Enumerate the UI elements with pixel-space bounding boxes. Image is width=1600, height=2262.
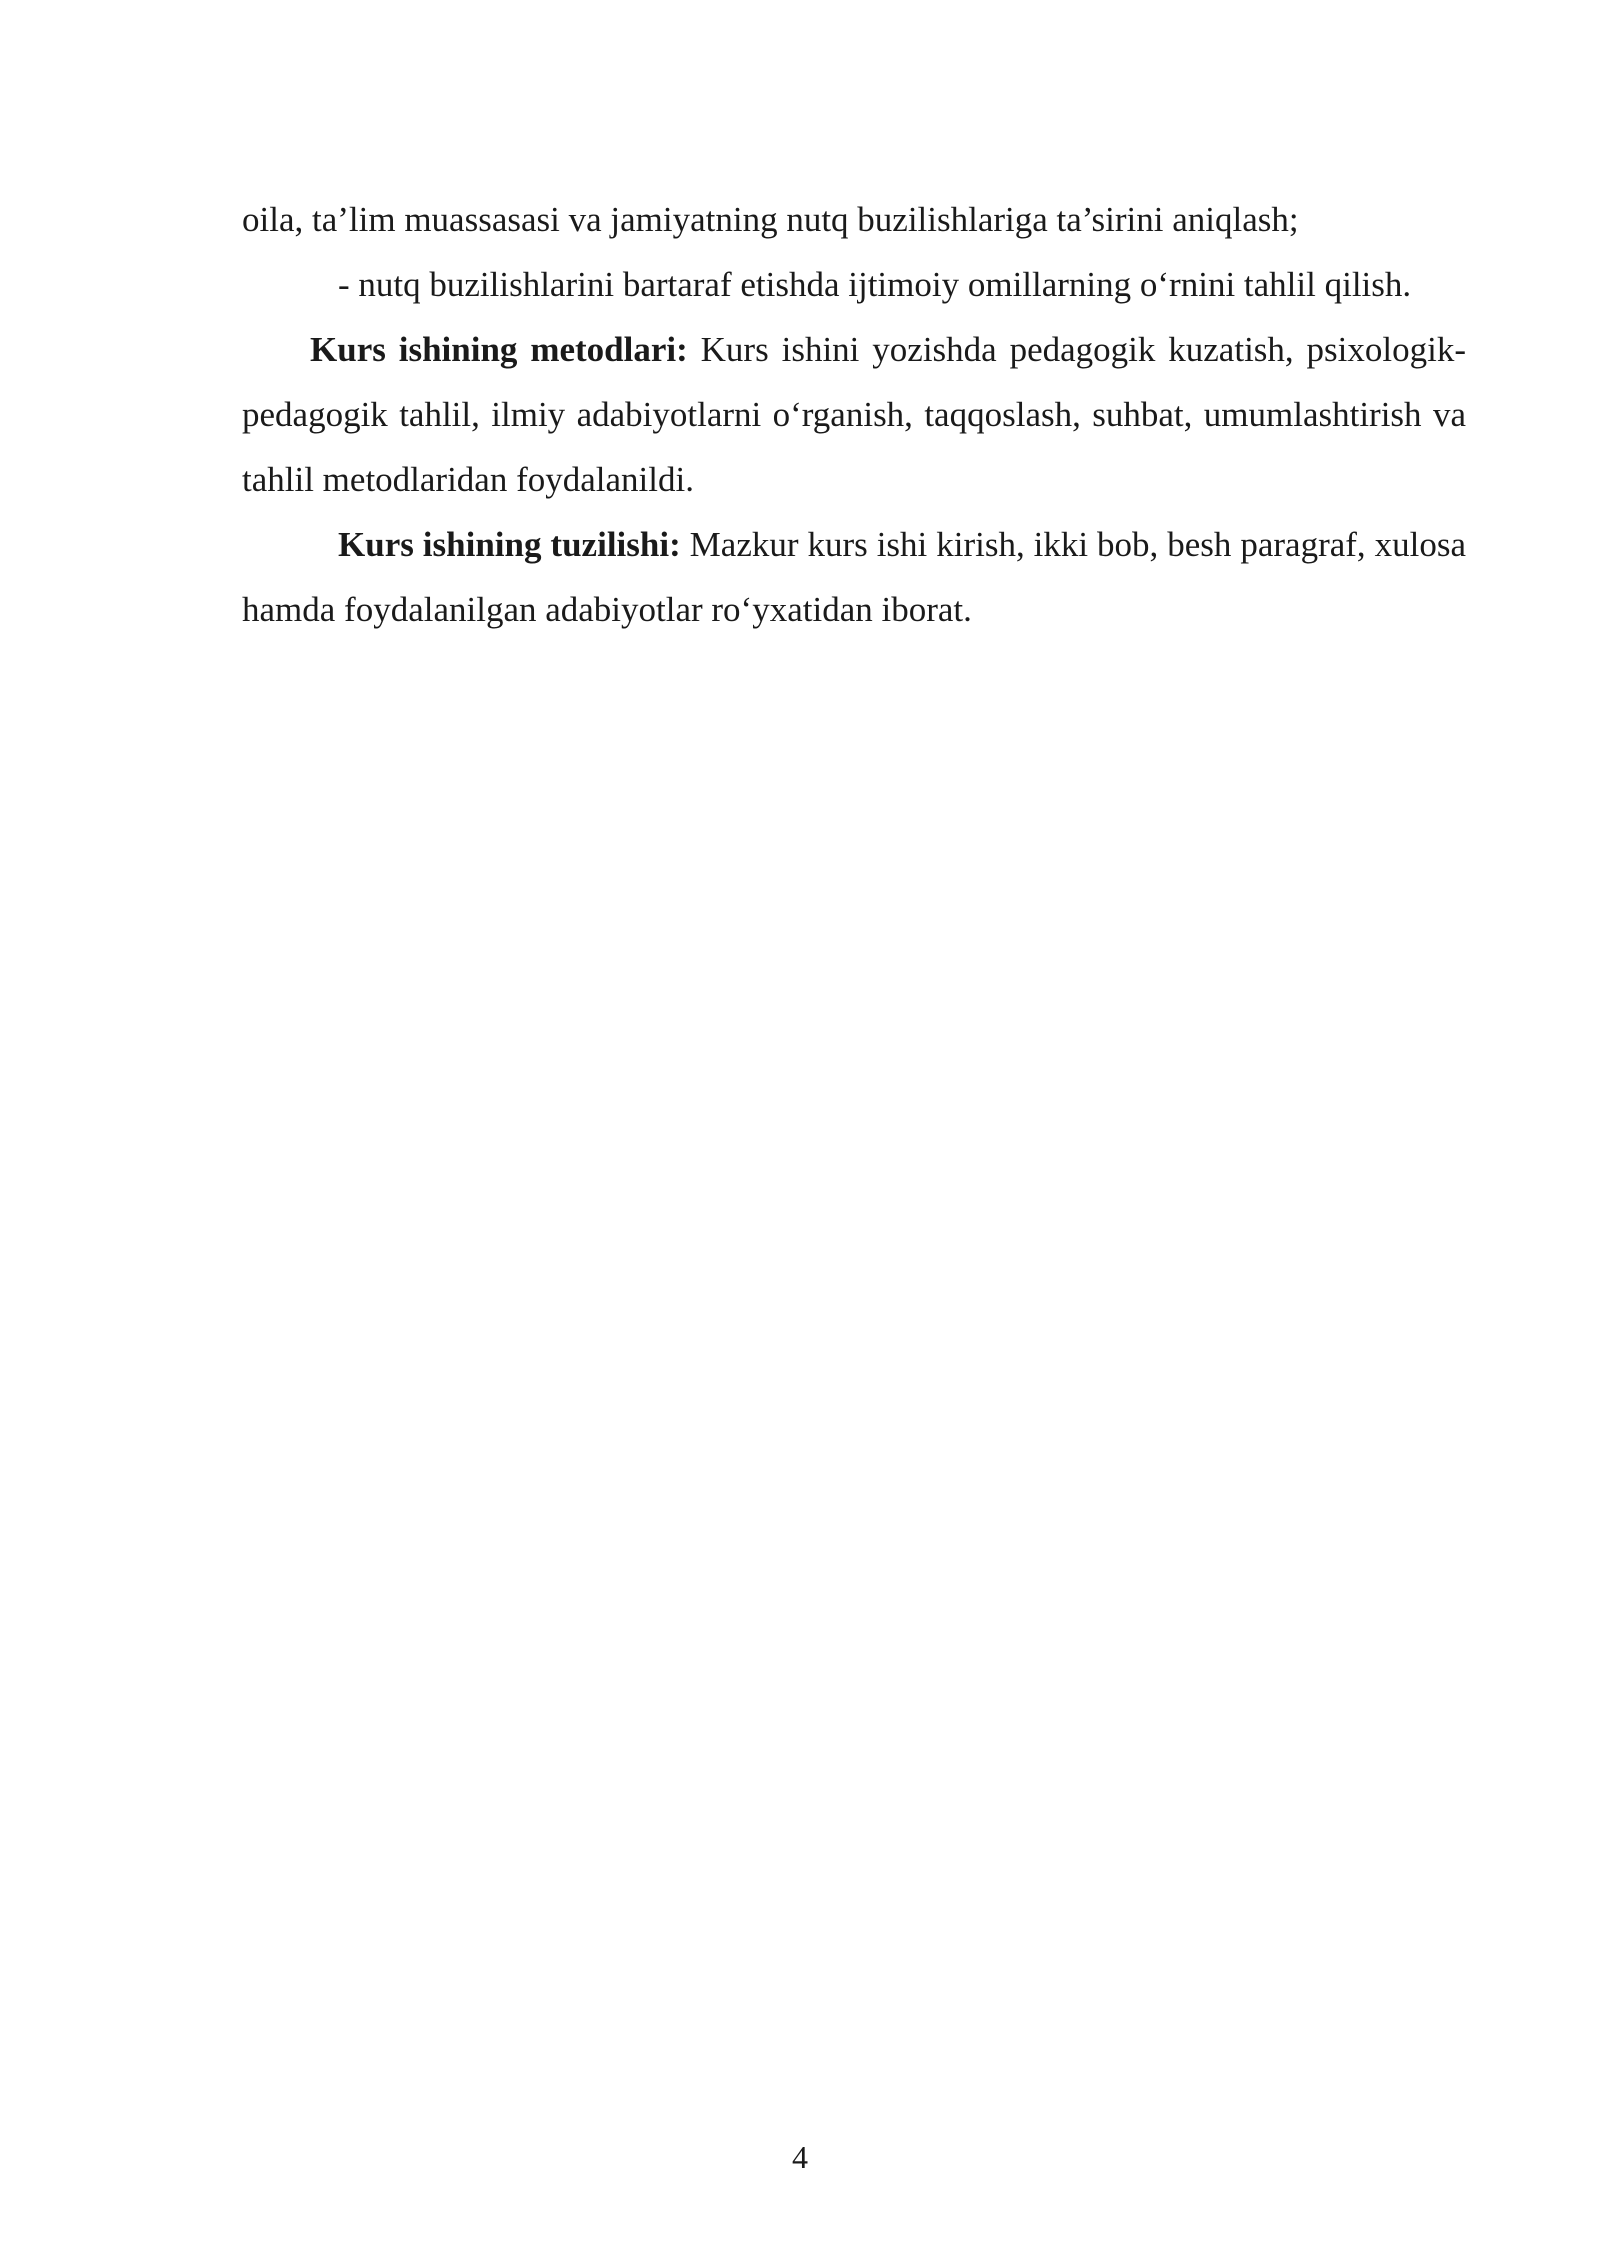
page-number: 4 <box>792 2139 808 2175</box>
paragraph-text: Mazkur kurs ishi kirish, ikki bob, besh paragraf, xulosa hamda foydalanilgan adabiyotlar ro‘yxatidan iborat. <box>242 525 1467 629</box>
paragraph-heading-methods: Kurs ishining metodlari: <box>310 330 688 369</box>
page-body <box>242 187 1466 642</box>
paragraph-text: Kurs ishini yozishda pedagogik kuzatish, psixologik-pedagogik tahlil, ilmiy adabiyotlarni o‘rganish, taqqoslash, suhbat, umumlashtirish va tahlil metodlaridan foydalanildi. <box>242 330 1466 499</box>
paragraph-objective-continuation <box>242 187 1466 252</box>
paragraph-text: - nutq buzilishlarini bartaraf etishda ijtimoiy omillarning o‘rnini tahlil qilish. <box>338 265 1412 304</box>
paragraph-objective-list-item <box>242 252 1466 317</box>
paragraph-text: oila, ta’lim muassasasi va jamiyatning nutq buzilishlariga ta’sirini aniqlash; <box>242 200 1299 239</box>
paragraph-methods <box>242 317 1466 512</box>
paragraph-structure <box>242 512 1466 642</box>
paragraph-heading-structure: Kurs ishining tuzilishi: <box>338 525 681 564</box>
